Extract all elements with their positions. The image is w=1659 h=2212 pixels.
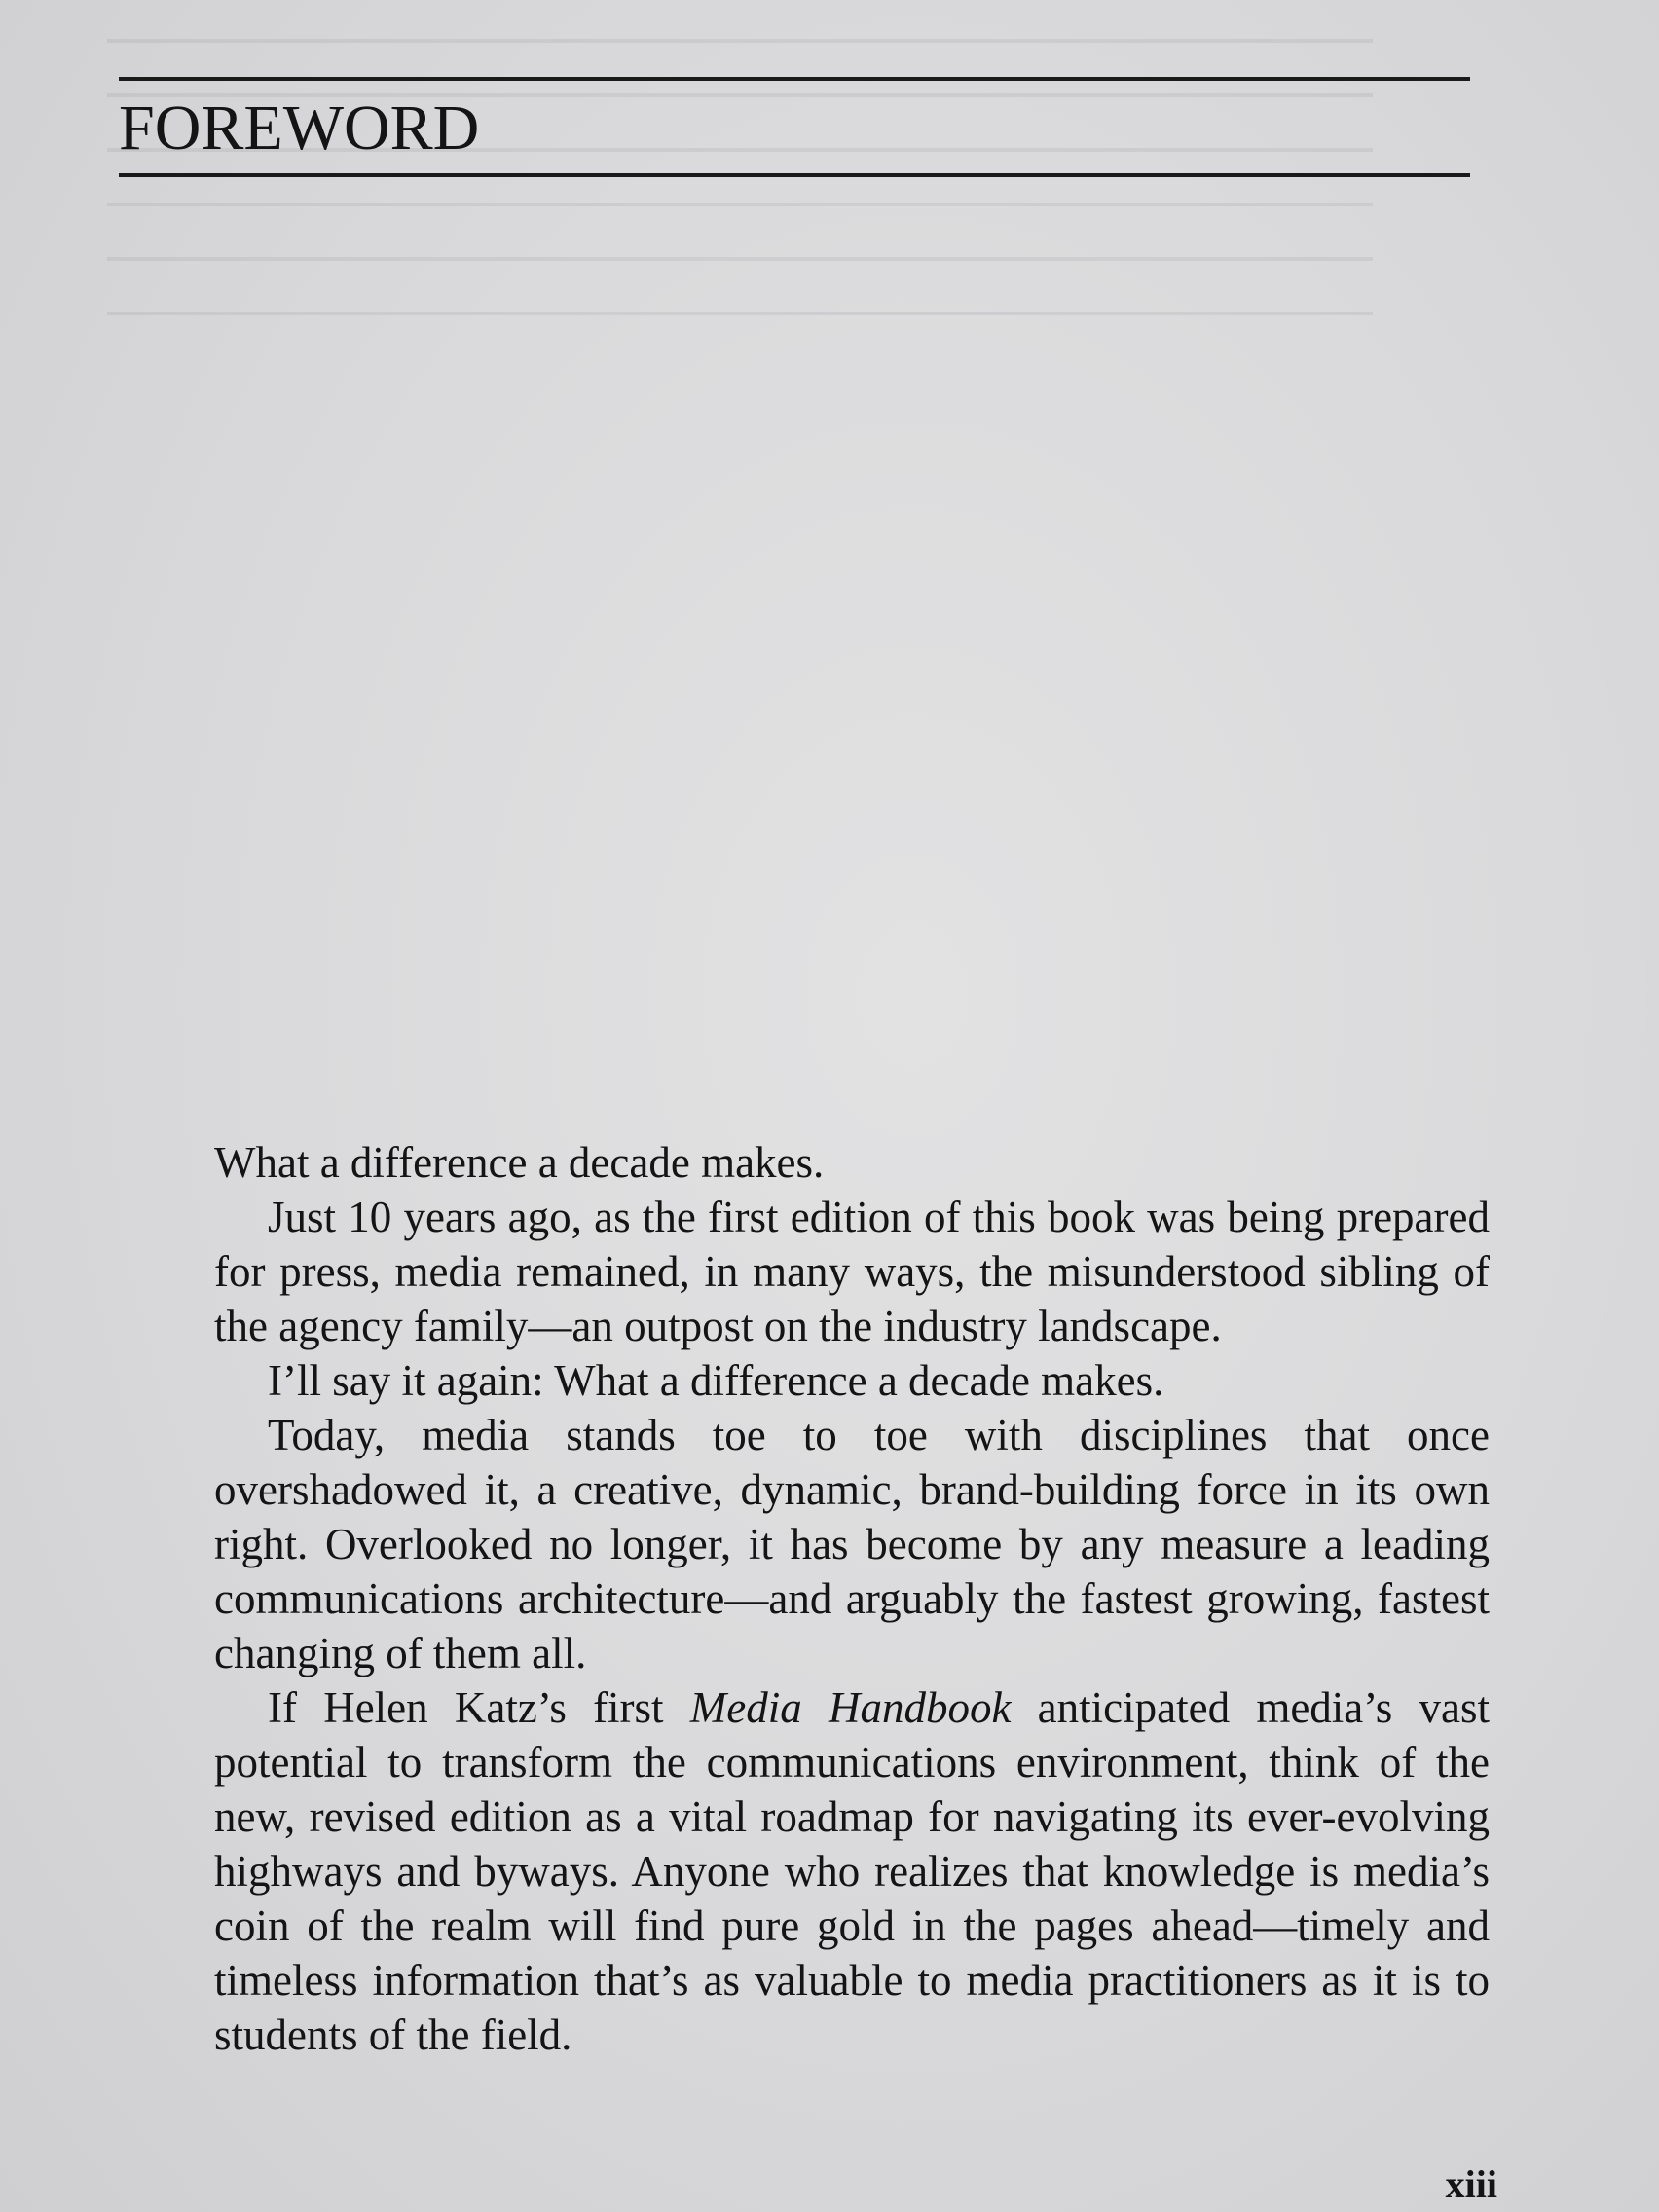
book-title: Media Handbook <box>689 1683 1012 1732</box>
paragraph-5 <box>214 1680 1490 2062</box>
paragraph-5-start: If Helen Katz’s first <box>268 1683 690 1732</box>
paragraph-4: Today, media stands toe to toe with disciplines that once overshadowed it, a creative, dynamic, brand-building force in its own right. Overlooked no longer, it has become by any measure a leading communications architecture—and arguably the fastest growing, fastest changing of them all. <box>214 1411 1490 1677</box>
page-number: xiii <box>1445 2162 1497 2206</box>
heading-rule-top <box>119 77 1470 81</box>
paragraph-1: What a difference a decade makes. <box>214 1138 825 1187</box>
paragraph-3: I’ll say it again: What a difference a decade makes. <box>268 1356 1164 1405</box>
paragraph-2: Just 10 years ago, as the first edition of this book was being prepared for press, media remained, in many ways, the misunderstood sibling of the agency family—an outpost on the industry landscape. <box>214 1193 1490 1350</box>
foreword-body <box>214 1135 1490 2062</box>
heading-rule-bottom <box>119 173 1470 177</box>
page-title: FOREWORD <box>119 92 480 164</box>
paragraph-5-end: anticipated media’s vast potential to transform the communications environment, think of the new, revised edition as a vital roadmap for navigating its ever-evolving highways and byways. Anyone who realizes that knowledge is media’s coin of the realm will find pure gold in the pages ahead—timely and timeless information that’s as valuable to media practitioners as it is to students of the field. <box>214 1683 1490 2059</box>
